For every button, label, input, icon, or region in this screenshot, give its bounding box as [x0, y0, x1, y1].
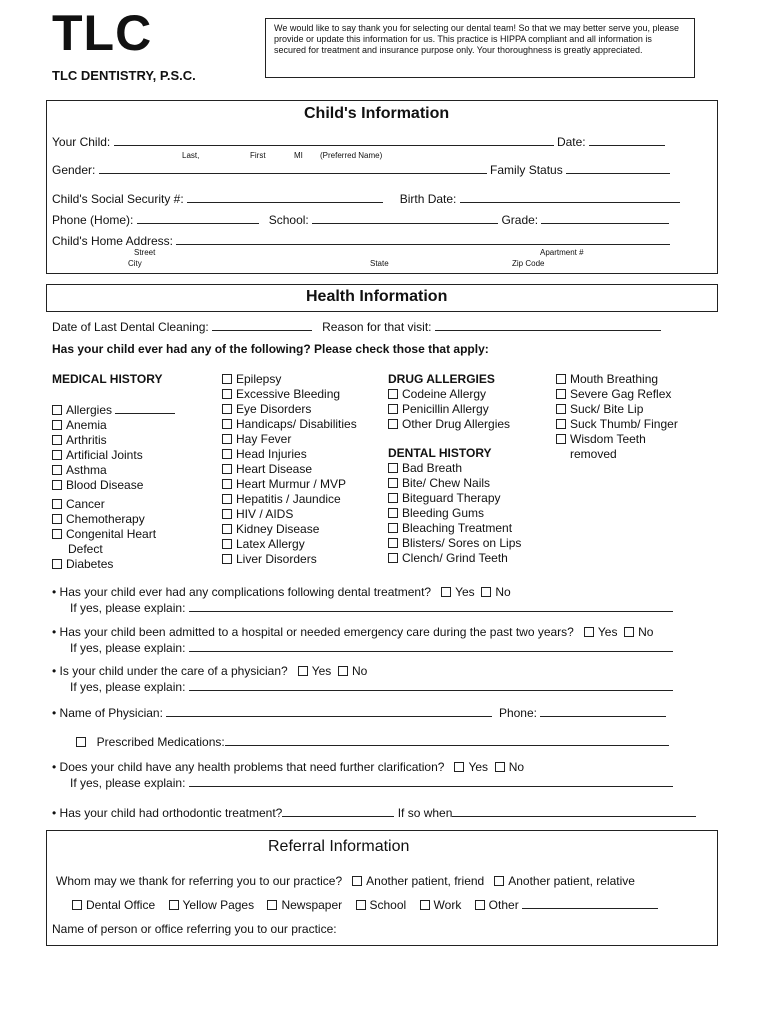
reason-label: Reason for that visit:	[322, 320, 432, 334]
checkbox[interactable]	[222, 509, 232, 519]
phone-label: Phone (Home):	[52, 213, 134, 227]
ortho-when-field[interactable]	[452, 805, 696, 817]
ssn-label: Child's Social Security #:	[52, 192, 184, 206]
list-item[interactable]: Chemotherapy	[52, 512, 175, 527]
conditions-question: Has your child ever had any of the following? Please check those that apply:	[52, 342, 489, 356]
list-item[interactable]: Codeine Allergy	[388, 387, 510, 402]
checkbox[interactable]	[454, 762, 464, 772]
if-so-label: If so when	[397, 806, 453, 820]
list-item[interactable]: Diabetes	[52, 557, 175, 572]
ssn-row	[52, 191, 680, 206]
checkbox[interactable]	[356, 900, 366, 910]
list-item[interactable]: HIV / AIDS	[222, 507, 357, 522]
address-field[interactable]	[176, 233, 670, 245]
checkbox[interactable]	[222, 464, 232, 474]
checkbox[interactable]	[52, 480, 62, 490]
state-sublabel: State	[370, 259, 389, 268]
phone-field[interactable]	[137, 212, 259, 224]
city-sublabel: City	[128, 259, 142, 268]
reason-field[interactable]	[435, 319, 661, 331]
list-item[interactable]: Biteguard Therapy	[388, 491, 521, 506]
referral-name-label: Name of person or office referring you to our practice:	[52, 922, 337, 936]
checkbox[interactable]	[52, 420, 62, 430]
checkbox[interactable]	[338, 666, 348, 676]
q2-explain-field[interactable]	[189, 640, 673, 652]
checkbox[interactable]	[388, 553, 398, 563]
checkbox[interactable]	[52, 499, 62, 509]
list-item[interactable]: Artificial Joints	[52, 448, 175, 463]
referral-options-row: Dental Office Yellow Pages Newspaper School Work Other	[72, 897, 658, 912]
gender-field[interactable]	[99, 162, 487, 174]
list-item[interactable]: Severe Gag Reflex	[556, 387, 678, 402]
checkbox[interactable]	[556, 434, 566, 444]
list-item[interactable]: Handicaps/ Disabilities	[222, 417, 357, 432]
checkbox[interactable]	[388, 463, 398, 473]
checkbox[interactable]	[441, 587, 451, 597]
drug-allergies-list	[388, 387, 510, 432]
list-item[interactable]: Allergies	[52, 402, 175, 418]
q3-explain-row: If yes, please explain:	[70, 679, 673, 694]
list-item[interactable]: Bad Breath	[388, 461, 521, 476]
gender-label: Gender:	[52, 163, 96, 177]
first-sublabel: First	[250, 151, 266, 160]
physician-row: • Name of Physician: Phone:	[52, 705, 666, 720]
checkbox[interactable]	[388, 538, 398, 548]
list-item[interactable]: Eye Disorders	[222, 402, 357, 417]
checkbox[interactable]	[222, 554, 232, 564]
list-item[interactable]: Congenital Heart	[52, 527, 175, 542]
checkbox[interactable]	[76, 737, 86, 747]
checkbox[interactable]	[222, 434, 232, 444]
list-item[interactable]: Head Injuries	[222, 447, 357, 462]
list-item[interactable]: Mouth Breathing	[556, 372, 678, 387]
congenital-cont: Defect	[68, 542, 103, 556]
checkbox[interactable]	[222, 374, 232, 384]
checkbox[interactable]	[222, 524, 232, 534]
q1-row: • Has your child ever had any complications following dental treatment? Yes No	[52, 585, 511, 599]
checkbox[interactable]	[298, 666, 308, 676]
q2-explain-row: If yes, please explain:	[70, 640, 673, 655]
list-item[interactable]: Suck Thumb/ Finger	[556, 417, 678, 432]
other-field[interactable]	[522, 897, 658, 909]
checkbox[interactable]	[481, 587, 491, 597]
checkbox[interactable]	[420, 900, 430, 910]
prescribed-field[interactable]	[225, 734, 669, 746]
last-cleaning-label: Date of Last Dental Cleaning:	[52, 320, 209, 334]
phone-row	[52, 212, 669, 227]
last-cleaning-row	[52, 319, 661, 334]
school-field[interactable]	[312, 212, 498, 224]
checkbox[interactable]	[52, 405, 62, 415]
checkbox[interactable]	[556, 419, 566, 429]
checkbox[interactable]	[169, 900, 179, 910]
q4-text: Does your child have any health problems that need further clarification?	[59, 760, 445, 774]
q5-row: • Has your child had orthodontic treatment? If so when	[52, 805, 696, 820]
referral-question: Whom may we thank for referring you to our practice?	[56, 874, 343, 888]
medical-history-heading: MEDICAL HISTORY	[52, 372, 163, 386]
checkbox[interactable]	[52, 465, 62, 475]
list-item[interactable]: Blood Disease	[52, 478, 175, 493]
checkbox[interactable]	[222, 419, 232, 429]
q2-text: Has your child been admitted to a hospital or needed emergency care during the past two years?	[59, 625, 574, 639]
list-item[interactable]: Bleeding Gums	[388, 506, 521, 521]
list-item[interactable]: Excessive Bleeding	[222, 387, 357, 402]
physician-label: Name of Physician:	[59, 706, 163, 720]
list-item[interactable]: Latex Allergy	[222, 537, 357, 552]
gender-row	[52, 162, 670, 177]
family-status-field[interactable]	[566, 162, 670, 174]
prescribed-label: Prescribed Medications:	[96, 735, 225, 749]
checkbox[interactable]	[556, 389, 566, 399]
list-item[interactable]: Penicillin Allergy	[388, 402, 510, 417]
dental-history-list	[388, 461, 521, 566]
logo: TLC	[52, 5, 153, 61]
address-row	[52, 233, 670, 248]
health-info-title: Health Information	[306, 288, 448, 305]
q1-explain-row: If yes, please explain:	[70, 600, 673, 615]
last-sublabel: Last,	[182, 151, 200, 160]
q3-row: • Is your child under the care of a physician? Yes No	[52, 664, 368, 678]
date-label: Date:	[556, 135, 586, 149]
your-child-label: Your Child:	[52, 135, 111, 149]
checkbox[interactable]	[388, 389, 398, 399]
checkbox[interactable]	[52, 435, 62, 445]
date-field[interactable]	[589, 134, 665, 146]
company-name: TLC DENTISTRY, P.S.C.	[52, 68, 196, 83]
q3-text: Is your child under the care of a physician?	[59, 664, 288, 678]
checkbox[interactable]	[222, 404, 232, 414]
referral-whom-row: Whom may we thank for referring you to our practice? Another patient, friend Another patient, relative	[56, 874, 635, 888]
child-info-title: Child's Information	[304, 105, 450, 122]
list-item[interactable]: Bleaching Treatment	[388, 521, 521, 536]
q1-explain-field[interactable]	[189, 600, 673, 612]
checkbox[interactable]	[495, 762, 505, 772]
grade-label: Grade:	[501, 213, 539, 227]
prescribed-row	[76, 734, 669, 749]
checkbox[interactable]	[388, 493, 398, 503]
checkbox[interactable]	[72, 900, 82, 910]
list-item[interactable]: Arthritis	[52, 433, 175, 448]
list-item[interactable]: Clench/ Grind Teeth	[388, 551, 521, 566]
checkbox[interactable]	[222, 539, 232, 549]
list-item[interactable]: Wisdom Teeth	[556, 432, 678, 447]
street-sublabel: Street	[134, 248, 156, 257]
checkbox[interactable]	[556, 374, 566, 384]
preferred-sublabel: (Preferred Name)	[320, 151, 383, 160]
checkbox[interactable]	[556, 404, 566, 414]
list-item[interactable]: Hay Fever	[222, 432, 357, 447]
physician-field[interactable]	[166, 705, 492, 717]
ssn-field[interactable]	[187, 191, 383, 203]
checkbox[interactable]	[52, 529, 62, 539]
list-item[interactable]: Blisters/ Sores on Lips	[388, 536, 521, 551]
list-item[interactable]: Liver Disorders	[222, 552, 357, 567]
medical-col2	[222, 372, 357, 567]
checkbox[interactable]	[388, 419, 398, 429]
allergies-field[interactable]	[115, 402, 175, 414]
last-cleaning-field[interactable]	[212, 319, 312, 331]
checkbox[interactable]	[388, 404, 398, 414]
q3-explain-field[interactable]	[189, 679, 673, 691]
checkbox[interactable]	[222, 479, 232, 489]
checkbox[interactable]	[52, 450, 62, 460]
checkbox[interactable]	[52, 559, 62, 569]
family-status-label: Family Status	[490, 163, 563, 177]
medical-col1	[52, 402, 175, 572]
birth-date-field[interactable]	[460, 191, 680, 203]
checkbox[interactable]	[222, 449, 232, 459]
drug-allergies-heading: DRUG ALLERGIES	[388, 372, 495, 386]
list-item[interactable]: Heart Murmur / MVP	[222, 477, 357, 492]
list-item[interactable]: Kidney Disease	[222, 522, 357, 537]
dental-col4	[556, 372, 678, 462]
physician-phone-label: Phone:	[498, 706, 537, 720]
wisdom-cont: removed	[570, 447, 617, 461]
your-child-row	[52, 134, 665, 149]
checkbox[interactable]	[52, 514, 62, 524]
checkbox[interactable]	[624, 627, 634, 637]
physician-phone-field[interactable]	[540, 705, 666, 717]
notice-box: We would like to say thank you for selecting our dental team! So that we may better serve you, please provide or update this information for us. This practice is HIPPA compliant and all information is secured for treatment and insurance purpose only. Your thoroughness is greatly appreciated.	[265, 18, 695, 78]
list-item[interactable]: Suck/ Bite Lip	[556, 402, 678, 417]
list-item[interactable]: Heart Disease	[222, 462, 357, 477]
checkbox[interactable]	[267, 900, 277, 910]
birth-date-label: Birth Date:	[399, 192, 457, 206]
list-item[interactable]: Bite/ Chew Nails	[388, 476, 521, 491]
list-item[interactable]: Other Drug Allergies	[388, 417, 510, 432]
q5-text: Has your child had orthodontic treatment?	[59, 806, 283, 820]
grade-field[interactable]	[541, 212, 669, 224]
q4-row: • Does your child have any health problems that need further clarification? Yes No	[52, 760, 525, 774]
mi-sublabel: MI	[294, 151, 303, 160]
checkbox[interactable]	[222, 389, 232, 399]
q2-row: • Has your child been admitted to a hospital or needed emergency care during the past two years? Yes No	[52, 625, 654, 639]
checkbox[interactable]	[475, 900, 485, 910]
list-item[interactable]: Asthma	[52, 463, 175, 478]
checkbox[interactable]	[494, 876, 504, 886]
checkbox[interactable]	[388, 508, 398, 518]
checkbox[interactable]	[388, 523, 398, 533]
zip-sublabel: Zip Code	[512, 259, 545, 268]
list-item[interactable]: Hepatitis / Jaundice	[222, 492, 357, 507]
child-name-field[interactable]	[114, 134, 554, 146]
checkbox[interactable]	[388, 478, 398, 488]
checkbox[interactable]	[222, 494, 232, 504]
list-item[interactable]: Cancer	[52, 497, 175, 512]
list-item[interactable]: Anemia	[52, 418, 175, 433]
q1-text: Has your child ever had any complications following dental treatment?	[59, 585, 432, 599]
q4-explain-row: If yes, please explain:	[70, 775, 673, 790]
address-label: Child's Home Address:	[52, 234, 174, 248]
list-item[interactable]: Epilepsy	[222, 372, 357, 387]
checkbox[interactable]	[352, 876, 362, 886]
school-label: School:	[268, 213, 309, 227]
q4-explain-field[interactable]	[189, 775, 673, 787]
ortho-field[interactable]	[282, 805, 394, 817]
dental-history-heading: DENTAL HISTORY	[388, 446, 492, 460]
referral-title: Referral Information	[268, 838, 410, 855]
apartment-sublabel: Apartment #	[540, 248, 584, 257]
checkbox[interactable]	[584, 627, 594, 637]
